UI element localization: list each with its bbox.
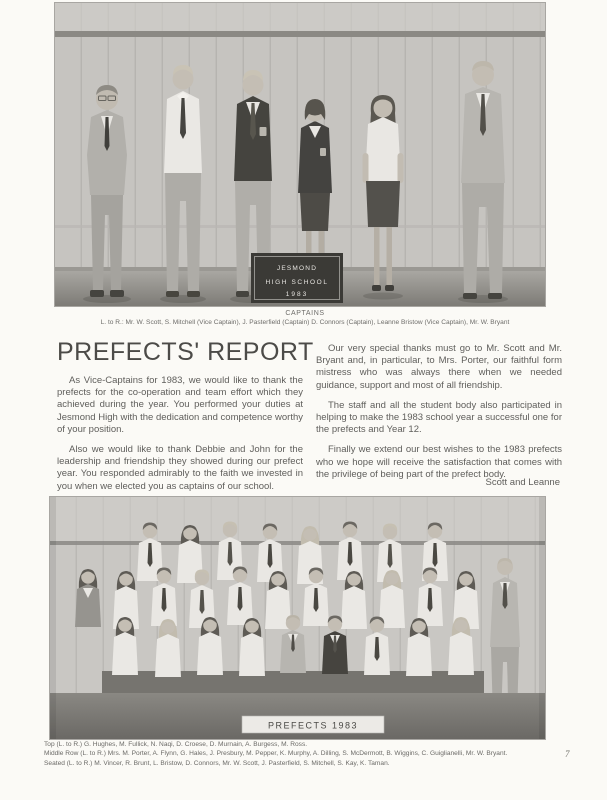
bottom-caption-middle-row: Middle Row (L. to R.) Mrs. M. Porter, A. Flynn, G. Hales, J. Presbury, M. Pepper, K. Murphy, A. Dilling, S. McDermott, B. Wiggins, C. Guiglianelli, Mr. W. Bryant. [44,750,508,758]
report-paragraph: As Vice-Captains for 1983, we would like to thank the prefects for the co-operation and team effort which they achieved during the year. You performed your duties at Jesmond High with the dedication and competence worthy of your position. [57,375,303,435]
prefects-photo [50,497,545,739]
wall-dark-rail [50,541,545,545]
bottom-caption-top-row: Top (L. to R.) G. Hughes, M. Fullick, N. Naqi, D. Croese, D. Murnain, A. Burgess, M. Ross. [44,741,308,748]
report-signature: Scott and Leanne [485,476,560,488]
report-paragraph: Our very special thanks must go to Mr. Scott and Mr. Bryant and, in particular, to Mrs. Porter, our faithful form mistress who was always there when we needed guidance, support and most of all friendship. [316,343,562,391]
report-title: PREFECTS' REPORT [57,338,314,366]
wall-upper-band [50,497,545,541]
blazer-badge [260,127,267,136]
school-sign-line2: HIGH SCHOOL [265,279,329,286]
report-paragraph: The staff and all the student body also participated in helping to make the 1983 school year a successful one for the prefects and Year 12. [316,399,562,436]
report-left-column [57,338,314,501]
report-paragraph: Finally we extend our best wishes to the 1983 prefects who we hope will receive the satisfaction that comes with the privilege of being part of the prefect body. [316,444,562,480]
top-photo-caption-title: CAPTAINS [285,310,325,317]
bottom-photo-caption-block [44,741,560,769]
school-sign-line1: JESMOND [276,265,318,272]
captains-photo [55,3,545,306]
prefects-seated-row [112,615,474,677]
blazer-badge [320,148,326,156]
photo-edge-left [50,497,56,739]
bottom-caption-seated-row: Seated (L. to R.) M. Vincer, R. Brunt, L. Bristow, D. Connors, Mr. W. Scott, J. Pasterfield, S. Mitchell, S. Kay, K. Taman. [44,759,390,767]
report-right-column [316,338,562,501]
page-number: 7 [565,749,570,759]
captains-photo-image [55,3,545,306]
wall-dark-rail [55,31,545,37]
school-sign-line3: 1983 [285,291,309,298]
top-photo-caption: L. to R.: Mr. W. Scott, S. Mitchell (Vice Captain), J. Pasterfield (Captain) D. Connors (Captain), Leanne Bristow (Vice Captain), Mr. W. Bryant [100,319,510,326]
school-sign [251,253,343,303]
prefects-sign [242,716,384,733]
report-paragraph: Also we would like to thank Debbie and John for the leadership and friendship they showed during our prefect year. You responded admirably to the faith we invested in you when we elected you as captains of our school. [57,444,303,492]
prefects-photo-image [50,497,545,739]
wall-upper-band [55,3,545,31]
prefects-report-article [57,338,562,501]
prefects-sign-text: PREFECTS 1983 [267,720,359,731]
top-photo-caption-block [40,310,570,326]
photo-edge-right [539,497,545,739]
